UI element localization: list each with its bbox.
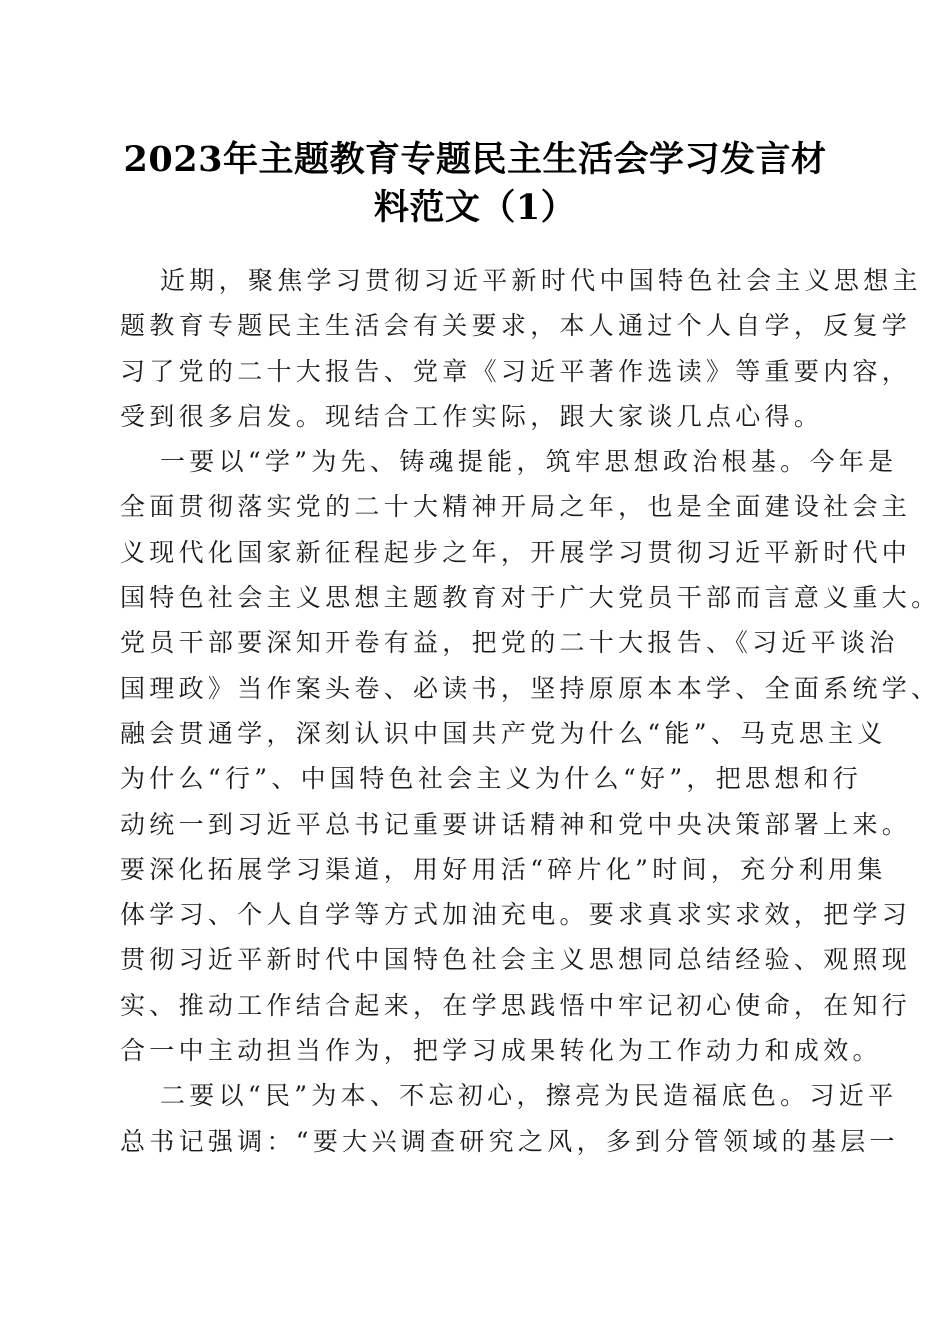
paragraph-point-two (120, 1073, 899, 1164)
text-line: 一要以“学”为先、铸魂提能，筑牢思想政治根基。今年是 (160, 447, 898, 477)
text-line: 二要以“民”为本、不忘初心，擦亮为民造福底色。习近平 (160, 1081, 898, 1111)
text-line: 总书记强调：“要大兴调查研究之风，多到分管领域的基层一 (120, 1126, 899, 1156)
text-line: 题教育专题民主生活会有关要求，本人通过个人自学，反复学 (120, 311, 912, 341)
text-line: 为什么“行”、中国特色社会主义为什么“好”，把思想和行 (120, 764, 863, 794)
title-line-1: 2023年主题教育专题民主生活会学习发言材 (123, 139, 827, 180)
title-line-2: 料范文（1） (373, 187, 577, 228)
text-line: 实、推动工作结合起来，在学思践悟中牢记初心使命，在知行 (120, 990, 912, 1020)
text-line: 义现代化国家新征程起步之年，开展学习贯彻习近平新时代中 (120, 537, 912, 567)
text-line: 贯彻习近平新时代中国特色社会主义思想同总结经验、观照现 (120, 945, 912, 975)
text-line: 合一中主动担当作为，把学习成果转化为工作动力和成效。 (120, 1036, 882, 1066)
document-title (110, 136, 840, 232)
text-line: 习了党的二十大报告、党章《习近平著作选读》等重要内容， (120, 356, 912, 386)
text-line: 党员干部要深知开卷有益，把党的二十大报告、《习近平谈治 (120, 628, 899, 658)
text-line: 全面贯彻落实党的二十大精神开局之年，也是全面建设社会主 (120, 492, 912, 522)
text-line: 国理政》当作案头卷、必读书，坚持原原本本学、全面系统学、 (120, 673, 941, 703)
text-line: 要深化拓展学习渠道，用好用活“碎片化”时间，充分利用集 (120, 854, 887, 884)
document-body (120, 258, 941, 1164)
paragraph-intro (120, 258, 922, 439)
paragraph-point-one (120, 439, 941, 1073)
text-line: 受到很多启发。现结合工作实际，跟大家谈几点心得。 (120, 401, 824, 431)
text-line: 近期，聚焦学习贯彻习近平新时代中国特色社会主义思想主 (160, 266, 922, 295)
text-line: 动统一到习近平总书记重要讲话精神和党中央决策部署上来。 (120, 809, 912, 839)
text-line: 体学习、个人自学等方式加油充电。要求真求实求效，把学习 (120, 900, 912, 930)
text-line: 国特色社会主义思想主题教育对于广大党员干部而言意义重大。 (120, 583, 941, 613)
text-line: 融会贯通学，深刻认识中国共产党为什么“能”、马克思主义 (120, 718, 887, 748)
